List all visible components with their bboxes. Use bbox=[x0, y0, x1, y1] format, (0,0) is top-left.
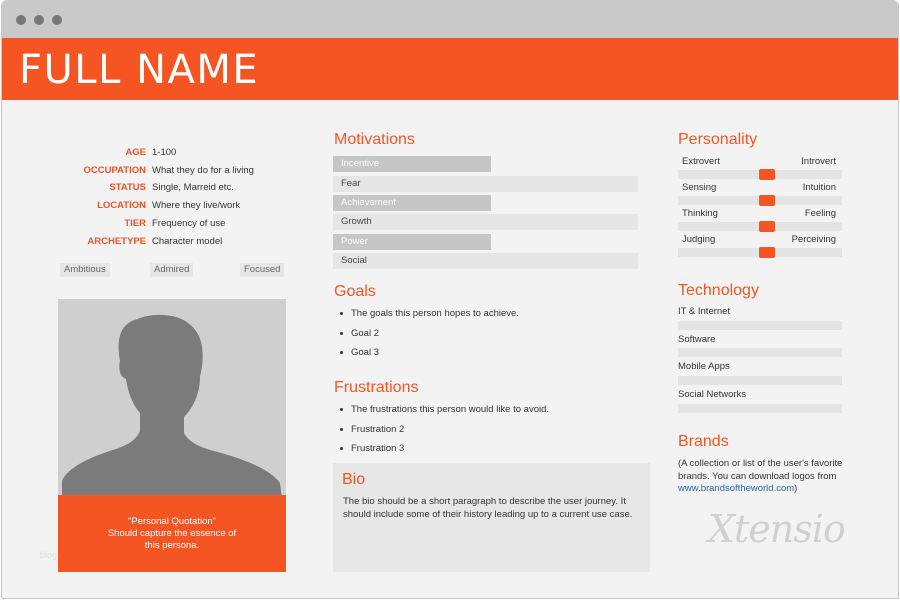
profile-row bbox=[2, 163, 302, 179]
personality-heading[interactable]: Personality bbox=[678, 131, 758, 148]
motivation-track[interactable] bbox=[333, 214, 638, 230]
field-label: AGE bbox=[125, 147, 146, 158]
field-label: LOCATION bbox=[97, 200, 146, 211]
quote-line: this persona. bbox=[144, 540, 200, 551]
profile-row bbox=[2, 216, 302, 232]
app-window bbox=[1, 0, 899, 599]
trait-right-label: Feeling bbox=[804, 208, 836, 219]
persona-photo[interactable] bbox=[58, 299, 286, 499]
field-value[interactable]: Character model bbox=[152, 236, 223, 247]
persona-quote[interactable] bbox=[58, 495, 286, 572]
profile-row bbox=[2, 234, 302, 250]
motivation-track[interactable] bbox=[333, 176, 638, 192]
name-banner bbox=[2, 38, 898, 100]
goals-heading[interactable]: Goals bbox=[334, 283, 376, 300]
motivation-track[interactable] bbox=[333, 253, 638, 269]
persona-tag[interactable]: Admired bbox=[150, 263, 193, 277]
motivation-bar[interactable] bbox=[333, 234, 491, 250]
list-item[interactable]: Frustration 2 bbox=[340, 424, 549, 444]
motivation-label: Social bbox=[341, 255, 367, 266]
tech-level-bar[interactable] bbox=[678, 404, 842, 413]
trait-right-label: Perceiving bbox=[791, 234, 836, 245]
tech-level-bar[interactable] bbox=[678, 348, 842, 357]
bio-text[interactable]: The bio should be a short paragraph to describe the user journey. It should include some of their history leading up to a current use case. bbox=[343, 496, 633, 520]
motivation-label: Growth bbox=[341, 216, 372, 227]
xtensio-signature: Xtensio bbox=[708, 507, 845, 551]
frustrations-heading[interactable]: Frustrations bbox=[334, 379, 419, 396]
trait-left-label: Judging bbox=[682, 234, 716, 245]
goals-list bbox=[340, 308, 519, 367]
brands-heading[interactable]: Brands bbox=[678, 433, 729, 450]
persona-tag[interactable]: Ambitious bbox=[60, 263, 110, 277]
field-label: ARCHETYPE bbox=[87, 236, 146, 247]
brands-link[interactable]: www.brandsoftheworld.com bbox=[678, 483, 795, 494]
profile-row bbox=[2, 198, 302, 214]
trait-slider-thumb[interactable] bbox=[759, 169, 775, 180]
trait-left-label: Thinking bbox=[682, 208, 718, 219]
tech-label: Mobile Apps bbox=[678, 361, 730, 372]
field-label: TIER bbox=[124, 218, 146, 229]
tech-level-bar[interactable] bbox=[678, 376, 842, 385]
window-titlebar bbox=[2, 1, 898, 38]
brands-description[interactable] bbox=[678, 458, 858, 496]
tech-label: Software bbox=[678, 334, 716, 345]
motivation-bar[interactable] bbox=[333, 195, 491, 211]
bio-heading: Bio bbox=[342, 471, 366, 488]
field-value[interactable]: 1-100 bbox=[152, 147, 177, 158]
motivation-label: Fear bbox=[341, 178, 361, 189]
list-item[interactable]: Goal 2 bbox=[340, 328, 519, 348]
technology-heading[interactable]: Technology bbox=[678, 282, 759, 299]
motivations-heading[interactable]: Motivations bbox=[334, 131, 415, 148]
window-dot-icon[interactable] bbox=[16, 15, 26, 25]
trait-left-label: Extrovert bbox=[682, 156, 721, 167]
motivation-label: Incentive bbox=[341, 158, 380, 169]
persona-tag[interactable]: Focused bbox=[240, 263, 284, 277]
trait-slider-thumb[interactable] bbox=[759, 195, 775, 206]
tech-label: IT & Internet bbox=[678, 306, 731, 317]
field-value[interactable]: Where they live/work bbox=[152, 200, 241, 211]
profile-row bbox=[2, 180, 302, 196]
list-item[interactable]: Goal 3 bbox=[340, 347, 519, 367]
motivation-bar[interactable] bbox=[333, 156, 491, 172]
trait-right-label: Introvert bbox=[801, 156, 836, 167]
brands-close-paren: ) bbox=[794, 483, 798, 494]
quote-line: Should capture the essence of bbox=[107, 528, 237, 539]
list-item[interactable]: The goals this person hopes to achieve. bbox=[340, 308, 519, 328]
trait-slider-thumb[interactable] bbox=[759, 221, 775, 232]
field-value[interactable]: What they do for a living bbox=[152, 165, 254, 176]
person-silhouette-icon bbox=[58, 299, 286, 499]
trait-slider-thumb[interactable] bbox=[759, 247, 775, 258]
tech-level-bar[interactable] bbox=[678, 321, 842, 330]
watermark-text: blog bbox=[40, 550, 58, 560]
motivation-label: Power bbox=[341, 236, 368, 247]
field-label: STATUS bbox=[109, 182, 146, 193]
trait-right-label: Intuition bbox=[802, 182, 836, 193]
frustrations-list bbox=[340, 404, 549, 463]
list-item[interactable]: Frustration 3 bbox=[340, 443, 549, 463]
profile-row bbox=[2, 145, 302, 161]
brands-text: (A collection or list of the user's favorite brands. You can download logos from bbox=[678, 458, 843, 482]
window-dot-icon[interactable] bbox=[52, 15, 62, 25]
bio-panel[interactable] bbox=[333, 463, 650, 572]
trait-left-label: Sensing bbox=[682, 182, 717, 193]
quote-line: "Personal Quotation" bbox=[127, 516, 217, 527]
tech-label: Social Networks bbox=[678, 389, 747, 400]
field-label: OCCUPATION bbox=[83, 165, 146, 176]
field-value[interactable]: Frequency of use bbox=[152, 218, 226, 229]
motivation-label: Achievement bbox=[341, 197, 396, 208]
persona-name[interactable]: FULL NAME bbox=[19, 47, 260, 93]
field-value[interactable]: Single, Marreid etc. bbox=[152, 182, 234, 193]
window-dot-icon[interactable] bbox=[34, 15, 44, 25]
list-item[interactable]: The frustrations this person would like to avoid. bbox=[340, 404, 549, 424]
